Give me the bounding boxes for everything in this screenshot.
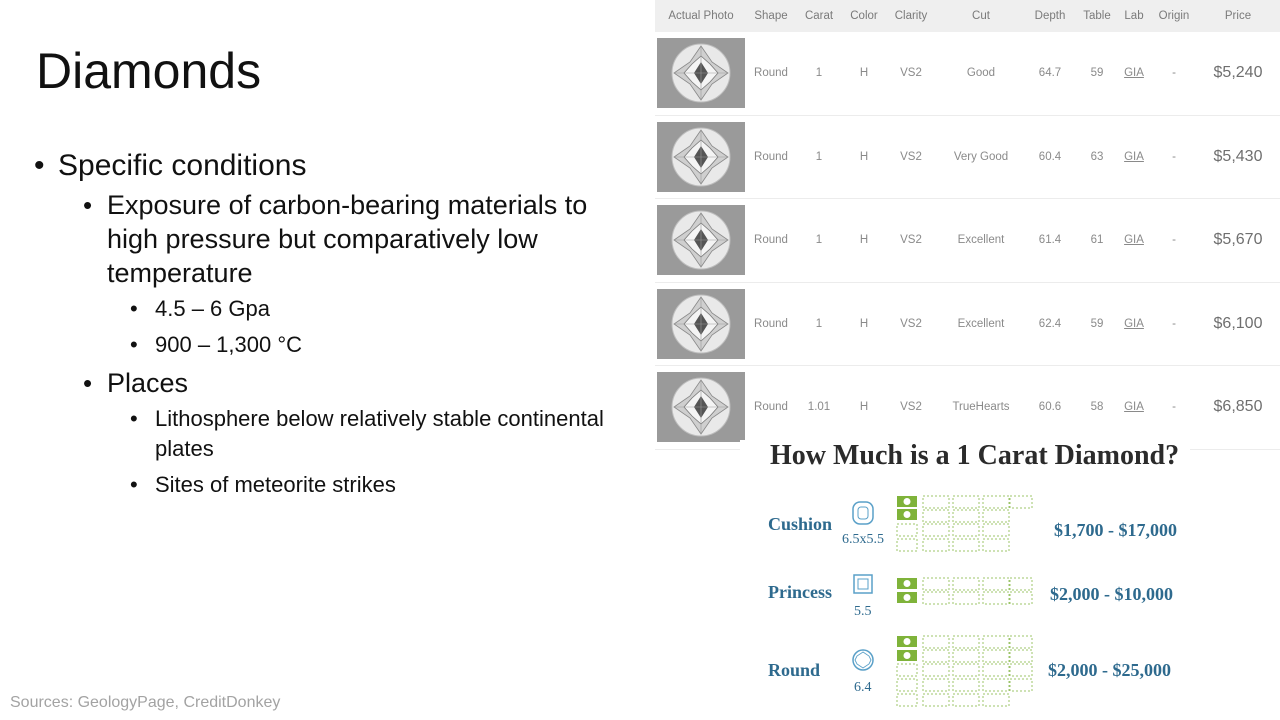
header-lab: Lab [1124,10,1144,22]
bullet-exposure: • Exposure of carbon-bearing materials to high pressure but comparatively low temperature [83,190,588,288]
cut-cell: Very Good [953,150,1009,163]
photo-cell [655,289,747,359]
shape-cell: Round [754,150,788,163]
carat-price-infographic [740,440,1190,718]
bullet-temperature: • 900 – 1,300 °C [34,330,624,360]
clarity-cell: VS2 [900,150,922,163]
bullet-dot: • [83,190,93,220]
bullet-dot: • [83,368,93,398]
header-depth: Depth [1034,10,1066,22]
diamond-photo[interactable] [657,38,745,108]
table-row[interactable] [655,283,1280,367]
depth-cell: 64.7 [1038,67,1062,80]
lab-link[interactable]: GIA [1124,67,1144,80]
cushion-label: Cushion [768,514,833,534]
infographic-title: How Much is a 1 Carat Diamond? [770,440,1180,471]
table-body [655,32,1280,450]
bullet-specific-conditions: • Specific conditions [34,149,307,182]
color-cell: H [859,150,869,163]
origin-cell: - [1172,67,1176,80]
lab-link[interactable]: GIA [1124,317,1144,330]
table-row[interactable] [655,116,1280,200]
origin-cell: - [1172,150,1176,163]
price-cell: $5,240 [1213,64,1263,82]
depth-cell: 60.4 [1038,150,1062,163]
table-pct-cell: 59 [1090,317,1104,330]
table-row[interactable] [655,366,1280,450]
shape-cell: Round [754,317,788,330]
table-pct-cell: 58 [1090,401,1104,414]
header-shape: Shape [754,10,788,22]
price-cell: $5,430 [1213,147,1263,165]
carat-cell: 1 [815,150,823,163]
table-pct-cell: 61 [1090,234,1104,247]
bullet-meteorite: • Sites of meteorite strikes [34,470,624,500]
lab-link[interactable]: GIA [1124,401,1144,414]
header-color: Color [850,10,878,22]
carat-cell: 1 [815,67,823,80]
header-actual-photo: Actual Photo [668,10,734,22]
shape-cell: Round [754,401,788,414]
color-cell: H [859,234,869,247]
princess-size: 5.5 [854,604,872,619]
cut-cell: TrueHearts [952,401,1010,414]
carat-cell: 1 [815,317,823,330]
lab-cell [1119,234,1149,246]
bullet-dot: • [130,296,138,321]
diamond-image-icon [670,42,732,104]
cushion-shape-icon [851,500,875,526]
carat-cell: 1.01 [807,401,831,414]
photo-cell [655,122,747,192]
lab-cell [1119,151,1149,163]
table-row[interactable] [655,199,1280,283]
slide-title: Diamonds [36,43,262,99]
lab-cell [1119,318,1149,330]
bullet-lithosphere: • Lithosphere below relatively stable continental plates [130,406,604,461]
princess-price-range: $2,000 - $10,000 [1050,584,1173,604]
depth-cell: 62.4 [1038,317,1062,330]
bullet-dot: • [130,332,138,357]
cut-cell: Good [966,67,996,80]
header-cut: Cut [972,10,990,22]
photo-cell [655,372,747,442]
photo-cell [655,205,747,275]
cushion-price-range: $1,700 - $17,000 [1054,520,1177,540]
origin-cell: - [1172,317,1176,330]
bullet-list [34,148,624,506]
diamond-photo[interactable] [657,372,745,442]
table-pct-cell: 63 [1090,150,1104,163]
depth-cell: 60.6 [1038,401,1062,414]
diamond-image-icon [670,126,732,188]
bullet-dot: • [34,149,45,182]
table-header-row [655,0,1280,32]
diamond-photo[interactable] [657,122,745,192]
header-price: Price [1224,10,1252,22]
clarity-cell: VS2 [900,317,922,330]
princess-label: Princess [768,582,832,602]
origin-cell: - [1172,234,1176,247]
color-cell: H [859,401,869,414]
princess-money-bills-icon [895,576,1035,608]
clarity-cell: VS2 [900,401,922,414]
lab-cell [1119,401,1149,413]
header-origin: Origin [1158,10,1190,22]
color-cell: H [859,67,869,80]
diamond-image-icon [670,376,732,438]
round-shape-icon [851,648,875,672]
lab-link[interactable]: GIA [1124,234,1144,247]
table-pct-cell: 59 [1090,67,1104,80]
princess-shape-icon [852,573,874,595]
clarity-cell: VS2 [900,67,922,80]
price-cell: $6,100 [1213,314,1263,332]
clarity-cell: VS2 [900,234,922,247]
price-cell: $6,850 [1213,398,1263,416]
header-clarity: Clarity [894,10,928,22]
header-table: Table [1083,10,1111,22]
round-label: Round [768,660,821,680]
shape-cell: Round [754,234,788,247]
lab-link[interactable]: GIA [1124,150,1144,163]
depth-cell: 61.4 [1038,234,1062,247]
price-cell: $5,670 [1213,231,1263,249]
diamond-photo[interactable] [657,205,745,275]
bullet-places: • Places [83,368,189,398]
cut-cell: Excellent [957,317,1005,330]
diamond-image-icon [670,293,732,355]
sources-footnote: Sources: GeologyPage, CreditDonkey [10,694,281,711]
color-cell: H [859,317,869,330]
origin-cell: - [1172,401,1176,414]
bullet-pressure: • 4.5 – 6 Gpa [34,294,624,324]
carat-cell: 1 [815,234,823,247]
round-money-bills-icon [895,634,1035,714]
diamond-photo[interactable] [657,289,745,359]
header-carat: Carat [804,10,834,22]
lab-cell [1119,67,1149,79]
table-row[interactable] [655,32,1280,116]
photo-cell [655,38,747,108]
bullet-dot: • [130,472,138,497]
shape-cell: Round [754,67,788,80]
diamond-price-table [655,0,1280,440]
cushion-size: 6.5x5.5 [842,532,884,547]
cushion-money-bills-icon [895,494,1035,556]
bullet-dot: • [130,406,138,431]
round-size: 6.4 [854,680,872,695]
cut-cell: Excellent [957,234,1005,247]
diamond-image-icon [670,209,732,271]
round-price-range: $2,000 - $25,000 [1048,660,1171,680]
